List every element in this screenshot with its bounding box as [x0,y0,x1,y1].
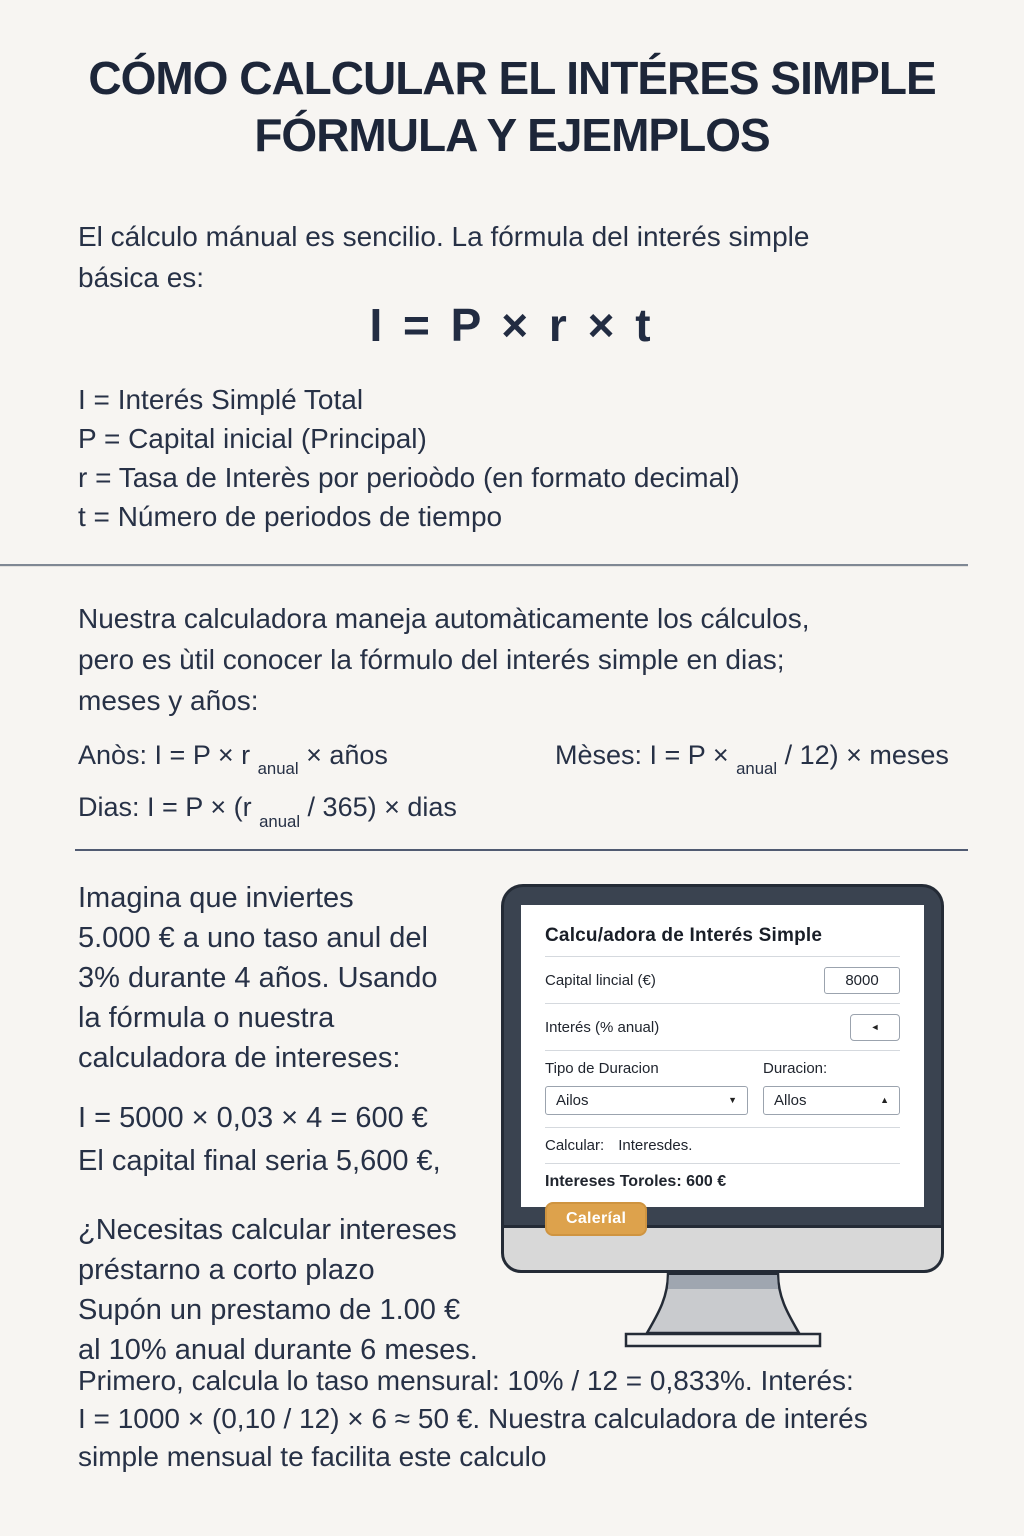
capital-label: Capital lincial (€) [545,971,656,989]
calc-divider [545,956,900,957]
example-result-formula: I = 5000 × 0,03 × 4 = 600 € [78,1102,428,1134]
duration-select[interactable] [763,1086,900,1115]
sec2-line2: pero es ùtil conocer la fórmulo del interés simple en dias; [78,644,785,675]
monitor-stand [593,1273,853,1351]
definition-i: I = Interés Simplé Total [78,384,364,415]
example-result-capital: El capital final seria 5,600 €, [78,1145,441,1177]
definition-p: P = Capital inicial (Principal) [78,423,427,454]
calculate-mode-value: Interesdes. [618,1137,693,1154]
calc-divider [545,1163,900,1164]
intro-paragraph [78,216,958,298]
duration-value: Allos [774,1092,807,1109]
capital-input[interactable] [824,967,900,994]
simple-interest-formula: I = P × r × t [369,299,655,351]
formula-definitions [78,380,740,536]
monthly-rate-paragraph: Primero, calcula lo taso mensural: 10% / 12 = 0,833%. Interés: I = 1000 × (0,10 / 12) × 6 ≈ 50 €. Nuestra calculadora de interés simple mensual te facilita este calculo [78,1365,868,1472]
calculate-mode-label: Calcular: [545,1137,605,1154]
definition-t: t = Número de periodos de tiempo [78,501,503,532]
total-interest-value: 600 € [686,1173,727,1190]
chevron-up-icon: ▲ [880,1095,889,1105]
section-divider-top [0,564,968,566]
monitor-illustration [501,884,944,1351]
duration-label: Duracion: [763,1060,828,1077]
calc-divider [545,1003,900,1004]
calc-divider [545,1050,900,1051]
duration-type-select[interactable] [545,1086,748,1115]
sec2-line3: meses y años: [78,685,259,716]
intro-line2: básica es: [78,262,205,293]
example-paragraph: Imagina que inviertes 5.000 € a uno taso anul del 3% durante 4 años. Usando la fórmula o nuestra calculadora de intereses: [78,882,438,1074]
formula-years: Anòs: I = P × r $_{anual}$ × años [78,740,388,779]
example-result [78,1097,518,1183]
chevron-left-icon: ◄ [870,1021,880,1032]
chevron-down-icon: ▼ [728,1095,737,1105]
calculator-panel [521,905,924,1227]
formula-months: Mèses: I = P × $_{anual}$ / 12) × meses [555,740,949,779]
duration-type-label: Tipo de Duracion [545,1060,659,1077]
calc-divider [545,1127,900,1128]
page-title-line1: CÓMO CALCULAR EL INTÉRES SIMPLE [88,52,936,104]
page-title-line2: FÓRMULA Y EJEMPLOS [254,109,770,161]
definition-r: r = Tasa de Interès por perioòdo (en formato decimal) [78,462,740,493]
interest-stepper-button[interactable] [850,1014,900,1041]
calculator-title: Calcu/adora de Interés Simple [545,925,823,946]
section-divider-bottom [75,849,968,851]
interest-label: Interés (% anual) [545,1018,660,1036]
intro-line1: El cálculo mánual es sencilio. La fórmula del interés simple [78,221,810,252]
duration-type-value: Ailos [556,1092,589,1109]
loan-example-paragraph: ¿Necesitas calcular intereses préstarno a corto plazo Supón un prestamo de 1.00 € al 10% anual durante 6 meses. [78,1214,478,1366]
page-title [0,50,1024,164]
total-interest-label: Intereses Toroles: [545,1173,682,1190]
period-formulas [78,740,988,845]
calculate-button[interactable]: Caleríal [545,1202,647,1236]
calculator-explainer-paragraph [78,598,978,721]
sec2-line1: Nuestra calculadora maneja automàticamente los cálculos, [78,603,810,634]
formula-days: Dias: I = P × (r $_{anual}$ / 365) × dias [78,792,457,831]
monitor-bezel [501,884,944,1225]
